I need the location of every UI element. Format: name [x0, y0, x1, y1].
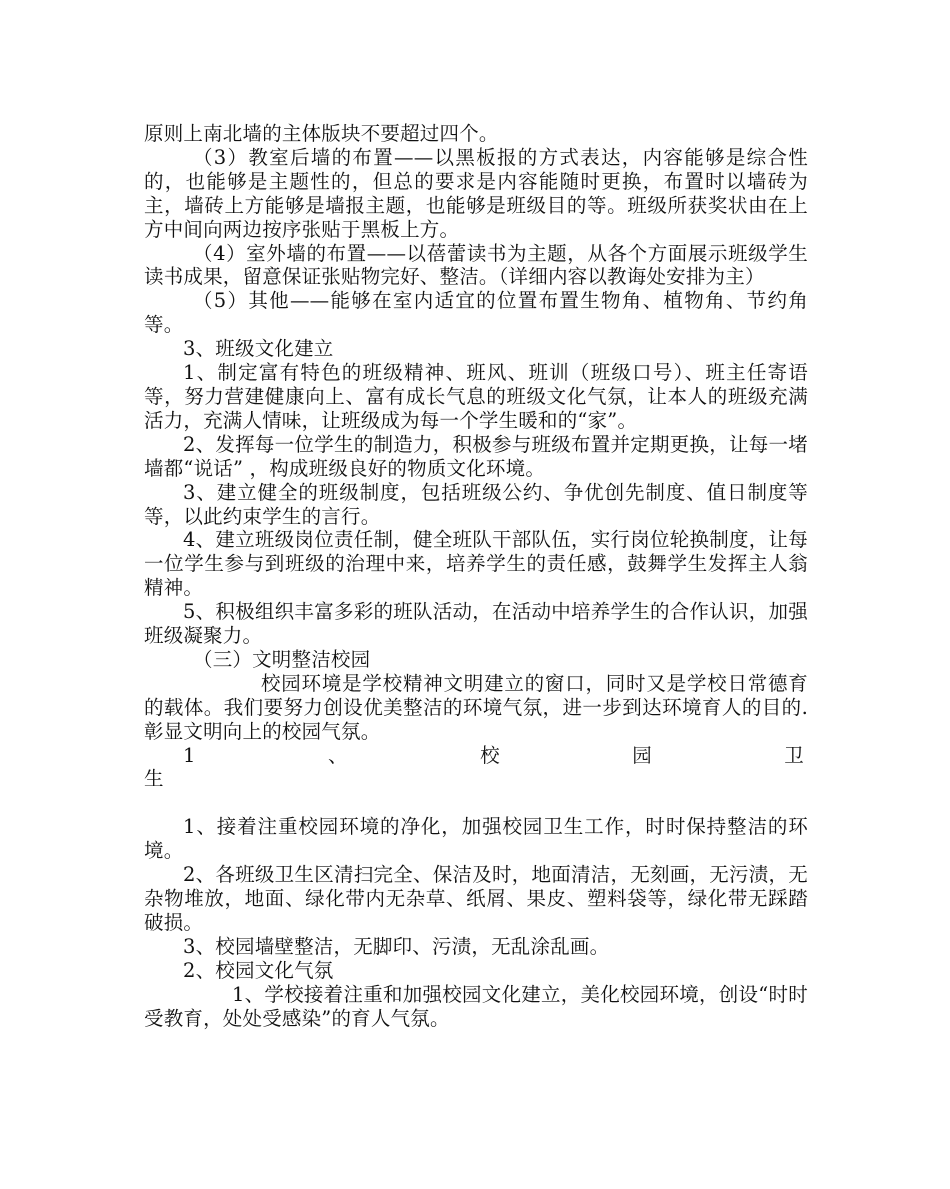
- paragraph: （3）教室后墙的布置——以黑板报的方式表达，内容能够是综合性的，也能够是主题性的，但总的要求是内容能随时更换，布置时以墙砖为主，墙砖上方能够是墙报主题，也能够是班级目的等。班级所获奖状由在上方中间向两边按序张贴于黑板上方。: [144, 145, 808, 241]
- paragraph: 4、建立班级岗位责任制，健全班队干部队伍，实行岗位轮换制度，让每一位学生参与到班级的治理中来，培养学生的责任感，鼓舞学生发挥主人翁精神。: [144, 528, 808, 600]
- heading-char: 1: [183, 743, 196, 767]
- paragraph: 3、校园墙壁整洁，无脚印、污渍，无乱涂乱画。: [183, 934, 610, 958]
- paragraph: （5）其他——能够在室内适宜的位置布置生物角、植物角、节约角等。: [144, 289, 808, 337]
- paragraph: 2、发挥每一位学生的制造力，积极参与班级布置并定期更换，让每一堵墙都“说话” ，构成班级良好的物质文化环境。: [144, 432, 808, 480]
- section-heading: （三）文明整洁校园: [193, 647, 371, 671]
- heading-char: 卫: [784, 743, 804, 767]
- heading-char: 园: [632, 743, 652, 767]
- blank-line: [144, 791, 808, 815]
- paragraph: 1、制定富有特色的班级精神、班风、班训（班级口号）、班主任寄语等，努力营建健康向上、富有成长气息的班级文化气氛，让本人的班级充满活力，充满人情味，让班级成为每一个学生暖和的“家”。: [144, 361, 808, 432]
- paragraph: 1、接着注重校园环境的净化，加强校园卫生工作，时时保持整洁的环境。: [144, 815, 808, 863]
- heading-char: 、: [328, 743, 348, 767]
- paragraph: 3、建立健全的班级制度，包括班级公约、争优创先制度、值日制度等等，以此约束学生的言行。: [144, 480, 808, 528]
- paragraph: 2、各班级卫生区清扫完全、保洁及时，地面清洁，无刻画，无污渍，无杂物堆放，地面、绿化带内无杂草、纸屑、果皮、塑料袋等，绿化带无踩踏破损。: [144, 863, 808, 934]
- heading-char: 校: [480, 743, 500, 767]
- heading-char-last: 生: [144, 767, 164, 791]
- paragraph: 原则上南北墙的主体版块不要超过四个。: [144, 122, 499, 145]
- section-heading-hygiene: [144, 744, 808, 768]
- paragraph: （4）室外墙的布置——以蓓蕾读书为主题，从各个方面展示班级学生读书成果，留意保证张贴物完好、整洁。（详细内容以教诲处安排为主）: [144, 241, 808, 289]
- paragraph: 5、积极组织丰富多彩的班队活动，在活动中培养学生的合作认识，加强班级凝聚力。: [144, 600, 808, 648]
- paragraph: 校园环境是学校精神文明建立的窗口，同时又是学校日常德育的载体。我们要努力创设优美整洁的环境气氛，进一步到达环境育人的目的.彰显文明向上的校园气氛。: [144, 671, 808, 743]
- section-heading: 3、班级文化建立: [183, 337, 334, 361]
- paragraph: 1、学校接着注重和加强校园文化建立，美化校园环境，创设“时时受教育，处处受感染”的育人气氛。: [144, 982, 808, 1030]
- document-body: [144, 122, 808, 1030]
- section-heading: 2、校园文化气氛: [183, 958, 334, 982]
